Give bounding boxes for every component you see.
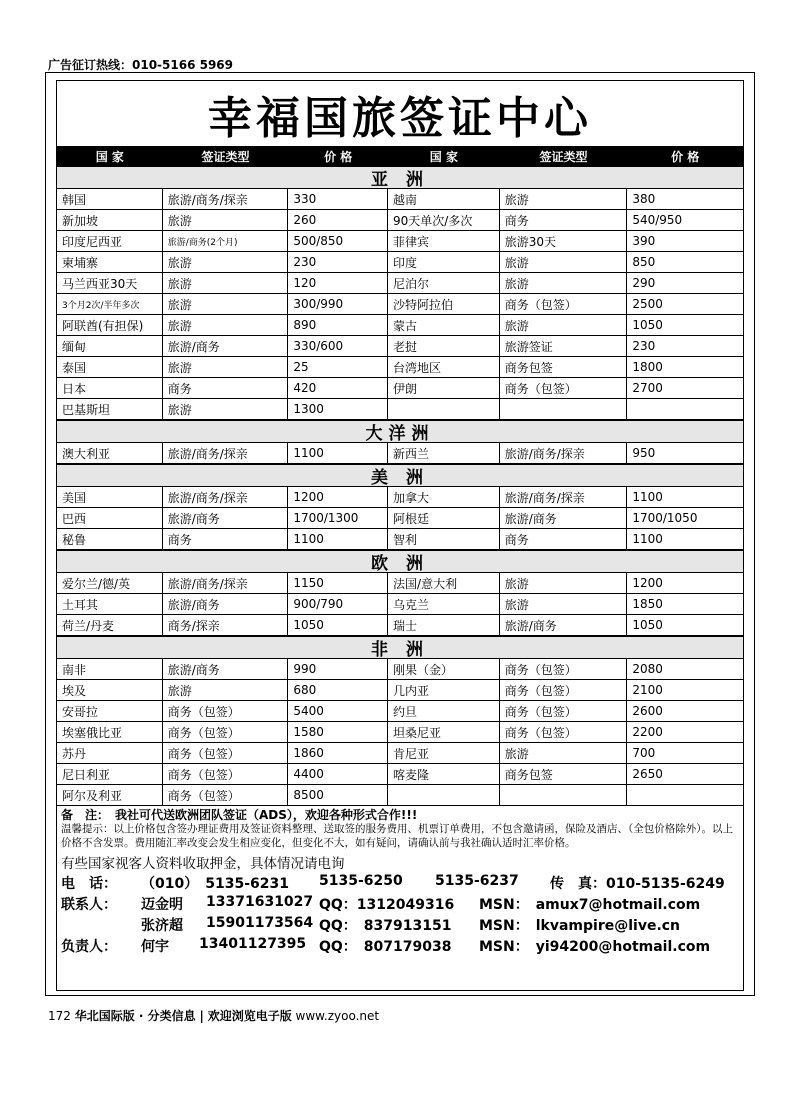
- table-cell: 旅游/商务/探亲: [500, 487, 628, 507]
- table-cell: 1580: [288, 722, 388, 742]
- table-cell: 290: [632, 276, 656, 290]
- page-number: 172: [48, 1009, 71, 1023]
- table-cell: 旅游/商务: [500, 615, 628, 635]
- table-cell: 2650: [632, 767, 663, 781]
- table-cell: 尼日利亚: [57, 764, 163, 784]
- table-cell: 旅游/商务/探亲: [163, 487, 289, 507]
- table-cell: 230: [288, 252, 388, 272]
- contact-tel: 13371631027: [206, 894, 314, 910]
- table-cell: 荷兰/丹麦: [57, 615, 163, 635]
- table-cell: 旅游/商务/探亲: [163, 573, 289, 593]
- table-cell: 旅游签证: [500, 336, 628, 356]
- table-header: [57, 146, 743, 166]
- footer-slogan: 欢迎浏览电子版: [207, 1009, 292, 1023]
- table-cell: 阿根廷: [388, 508, 500, 528]
- table-cell: 越南: [388, 189, 500, 209]
- table-cell: 日本: [57, 378, 163, 398]
- table-cell: [500, 399, 628, 419]
- visa-ad-inner: [56, 80, 744, 991]
- table-cell: 老挝: [388, 336, 500, 356]
- table-cell: 旅游: [163, 399, 289, 419]
- table-cell: 25: [288, 357, 388, 377]
- table-cell: 90天单次/多次: [388, 210, 500, 230]
- table-cell: 阿尔及利亚: [57, 785, 163, 805]
- region-header: 非 洲: [57, 636, 743, 659]
- tips-note: 温馨提示：以上价格包含签办理证费用及签证资料整理、送取签的服务费用、机票订单费用，不包含邀请函，保险及酒店、（全包价格除外）。以上价格不含发票。费用随汇率改变会发生相应变化，但变化不大，如有疑问，请确认前与我社确认适时汇率价格。: [61, 823, 733, 849]
- table-cell: 蒙古: [388, 315, 500, 335]
- table-cell: 390: [632, 234, 656, 248]
- table-cell: 巴基斯坦: [57, 399, 163, 419]
- table-cell: 120: [288, 273, 388, 293]
- contact-msn: MSN： amux7@hotmail.com: [479, 897, 701, 913]
- table-cell: 旅游: [500, 743, 628, 763]
- table-row: [57, 508, 743, 529]
- table-cell: 商务（包签）: [500, 378, 628, 398]
- contact-name: 张济超: [141, 918, 183, 934]
- table-cell: 旅游/商务: [163, 508, 289, 528]
- manager-name: 何宇: [141, 939, 169, 955]
- table-row: [57, 273, 743, 294]
- footer-section: 华北国际版 · 分类信息: [74, 1009, 196, 1023]
- table-cell: 马兰西亚30天: [57, 273, 163, 293]
- table-cell: 商务（包签）: [163, 743, 289, 763]
- table-cell: 旅游: [500, 273, 628, 293]
- contact-line-2: [61, 913, 739, 934]
- table-cell: 瑞士: [388, 615, 500, 635]
- table-cell: 尼泊尔: [388, 273, 500, 293]
- table-cell: 1100: [632, 532, 663, 546]
- table-cell: 旅游: [163, 210, 289, 230]
- table-cell: 商务（包签）: [163, 701, 289, 721]
- column-header: 价 格: [671, 149, 700, 164]
- table-cell: [500, 785, 628, 805]
- table-cell: 法国/意大利: [388, 573, 500, 593]
- table-row: [57, 487, 743, 508]
- table-cell: 2100: [632, 683, 663, 697]
- table-cell: 安哥拉: [57, 701, 163, 721]
- table-cell: 700: [632, 746, 656, 760]
- table-cell: 澳大利亚: [57, 443, 163, 463]
- table-cell: [388, 785, 500, 805]
- table-cell: 旅游: [163, 357, 289, 377]
- table-cell: [627, 785, 743, 805]
- visa-ad-frame: [45, 72, 755, 996]
- table-cell: 埃及: [57, 680, 163, 700]
- column-header: 价 格: [324, 149, 353, 164]
- table-cell: 旅游/商务/探亲: [163, 189, 289, 209]
- table-row: [57, 615, 743, 636]
- table-cell: 旅游: [163, 252, 289, 272]
- table-cell: 韩国: [57, 189, 163, 209]
- table-cell: 商务（包签）: [500, 722, 628, 742]
- table-cell: 1100: [632, 490, 663, 504]
- table-row: [57, 701, 743, 722]
- table-cell: 商务（包签）: [163, 722, 289, 742]
- table-cell: 1860: [288, 743, 388, 763]
- table-cell: 商务: [500, 210, 628, 230]
- table-cell: 菲律宾: [388, 231, 500, 251]
- column-header: 国 家: [95, 149, 124, 164]
- table-cell: 8500: [288, 785, 388, 805]
- table-cell: 3个月2次/半年多次: [57, 294, 163, 314]
- table-row: [57, 294, 743, 315]
- region-header: 美 洲: [57, 464, 743, 487]
- table-cell: 旅游: [500, 315, 628, 335]
- ad-title: 幸福国旅签证中心: [208, 92, 592, 144]
- table-cell: 4400: [288, 764, 388, 784]
- table-cell: 旅游: [163, 680, 289, 700]
- table-cell: 新西兰: [388, 443, 500, 463]
- deposit-note: 有些国家视客人资料收取押金，具体情况请电询: [61, 856, 345, 872]
- table-cell: 380: [632, 192, 656, 206]
- table-cell: 美国: [57, 487, 163, 507]
- table-cell: 阿联酋(有担保): [57, 315, 163, 335]
- table-cell: 300/990: [288, 294, 388, 314]
- table-cell: 肯尼亚: [388, 743, 500, 763]
- phone-3: 5135-6237: [435, 873, 519, 889]
- table-cell: 商务包签: [500, 764, 628, 784]
- table-cell: 缅甸: [57, 336, 163, 356]
- column-header: 签证类型: [539, 149, 588, 164]
- region-header: 欧 洲: [57, 550, 743, 573]
- table-cell: 旅游/商务/探亲: [163, 443, 289, 463]
- contact-qq: QQ：1312049316: [319, 897, 455, 913]
- table-cell: 2080: [632, 662, 663, 676]
- table-cell: 乌克兰: [388, 594, 500, 614]
- table-cell: 商务（包签）: [500, 294, 628, 314]
- manager-msn: MSN： yi94200@hotmail.com: [479, 939, 711, 955]
- table-cell: 商务（包签）: [500, 680, 628, 700]
- manager-qq: QQ： 807179038: [319, 939, 452, 955]
- table-row: [57, 680, 743, 701]
- table-cell: 印度: [388, 252, 500, 272]
- table-cell: 1850: [632, 597, 663, 611]
- table-cell: 加拿大: [388, 487, 500, 507]
- table-cell: 950: [632, 446, 656, 460]
- table-cell: 旅游: [500, 573, 628, 593]
- table-cell: 台湾地区: [388, 357, 500, 377]
- table-cell: [627, 399, 743, 419]
- table-cell: 680: [288, 680, 388, 700]
- contacts-label: 联系人：: [61, 897, 117, 913]
- table-cell: 旅游/商务: [163, 336, 289, 356]
- table-row: [57, 357, 743, 378]
- table-cell: 伊朗: [388, 378, 500, 398]
- manager-line: [61, 934, 739, 955]
- table-cell: 旅游: [500, 189, 628, 209]
- contact-line-1: [61, 892, 739, 913]
- column-header: 国 家: [429, 149, 458, 164]
- table-cell: 柬埔寨: [57, 252, 163, 272]
- table-cell: 几内亚: [388, 680, 500, 700]
- table-row: [57, 764, 743, 785]
- table-cell: 5400: [288, 701, 388, 721]
- table-cell: 坦桑尼亚: [388, 722, 500, 742]
- table-cell: 1200: [288, 487, 388, 507]
- contact-msn: MSN： lkvampire@live.cn: [479, 918, 681, 934]
- table-cell: 850: [632, 255, 656, 269]
- table-cell: 230: [632, 339, 656, 353]
- table-cell: 商务（包签）: [500, 659, 628, 679]
- table-cell: 旅游30天: [500, 231, 628, 251]
- ad-hotline: 广告征订热线：010-5166 5969: [48, 58, 234, 72]
- table-cell: 秘鲁: [57, 529, 163, 549]
- table-cell: 420: [288, 378, 388, 398]
- table-cell: 南非: [57, 659, 163, 679]
- table-cell: 商务: [500, 529, 628, 549]
- manager-label: 负责人：: [61, 939, 117, 955]
- table-cell: 商务包签: [500, 357, 628, 377]
- table-cell: 2600: [632, 704, 663, 718]
- table-cell: 新加坡: [57, 210, 163, 230]
- footer-url: www.zyoo.net: [295, 1009, 380, 1023]
- table-cell: 爱尔兰/德/英: [57, 573, 163, 593]
- table-row: [57, 743, 743, 764]
- phone-1: （010） 5135-6231: [141, 876, 289, 892]
- table-cell: 1150: [288, 573, 388, 593]
- table-cell: 商务（包签）: [163, 764, 289, 784]
- table-cell: 2200: [632, 725, 663, 739]
- phone-2: 5135-6250: [319, 873, 403, 889]
- table-cell: 2500: [632, 297, 663, 311]
- table-cell: 商务: [163, 529, 289, 549]
- region-header: 大洋洲: [57, 420, 743, 443]
- table-cell: 1700/1050: [632, 511, 698, 525]
- table-cell: 喀麦隆: [388, 764, 500, 784]
- fax: 传 真：010-5135-6249: [550, 876, 725, 892]
- table-row: [57, 252, 743, 273]
- contact-section: [57, 850, 743, 955]
- phone-label: 电 话：: [61, 876, 117, 892]
- column-header: 签证类型: [201, 149, 250, 164]
- table-cell: 1050: [288, 615, 388, 635]
- table-cell: 540/950: [632, 213, 683, 227]
- table-cell: 890: [288, 315, 388, 335]
- table-row: [57, 785, 743, 806]
- table-cell: 约旦: [388, 701, 500, 721]
- table-cell: 巴西: [57, 508, 163, 528]
- table-cell: 990: [288, 659, 388, 679]
- table-cell: 土耳其: [57, 594, 163, 614]
- table-cell: 商务（包签）: [500, 701, 628, 721]
- table-row: [57, 573, 743, 594]
- table-cell: 500/850: [288, 231, 388, 251]
- table-cell: 1800: [632, 360, 663, 374]
- table-cell: 旅游/商务/探亲: [500, 443, 628, 463]
- contact-tel: 15901173564: [206, 915, 314, 931]
- table-cell: 旅游/商务(2个月): [163, 231, 289, 251]
- table-cell: [388, 399, 500, 419]
- table-cell: 旅游/商务: [163, 659, 289, 679]
- table-cell: 智利: [388, 529, 500, 549]
- table-row: [57, 210, 743, 231]
- remark-note: 备 注： 我社可代送欧洲团队签证（ADS），欢迎各种形式合作!!!: [61, 808, 418, 822]
- table-cell: 旅游: [500, 594, 628, 614]
- table-cell: 埃塞俄比亚: [57, 722, 163, 742]
- table-row: [57, 231, 743, 252]
- table-cell: 商务/探亲: [163, 615, 289, 635]
- table-cell: 330: [288, 189, 388, 209]
- table-row: [57, 594, 743, 615]
- contact-name: 迈金明: [141, 897, 183, 913]
- table-row: [57, 722, 743, 743]
- table-cell: 印度尼西亚: [57, 231, 163, 251]
- table-row: [57, 399, 743, 420]
- table-cell: 1700/1300: [288, 508, 388, 528]
- table-cell: 260: [288, 210, 388, 230]
- table-cell: 330/600: [288, 336, 388, 356]
- table-cell: 旅游: [500, 252, 628, 272]
- table-cell: 旅游/商务: [500, 508, 628, 528]
- notes-section: [57, 806, 743, 850]
- table-row: [57, 336, 743, 357]
- table-cell: 泰国: [57, 357, 163, 377]
- visa-price-table: [57, 166, 743, 806]
- region-header: 亚 洲: [57, 166, 743, 189]
- table-cell: 1300: [288, 399, 388, 419]
- contact-qq: QQ： 837913151: [319, 918, 452, 934]
- table-cell: 旅游/商务: [163, 594, 289, 614]
- table-cell: 1100: [288, 443, 388, 463]
- table-cell: 商务（包签）: [163, 785, 289, 805]
- table-cell: 900/790: [288, 594, 388, 614]
- table-cell: 苏丹: [57, 743, 163, 763]
- table-cell: 沙特阿拉伯: [388, 294, 500, 314]
- page-footer: 172 华北国际版 · 分类信息 | 欢迎浏览电子版 www.zyoo.net: [48, 1009, 380, 1023]
- table-cell: 1100: [288, 529, 388, 549]
- table-cell: 旅游: [163, 273, 289, 293]
- table-cell: 1050: [632, 618, 663, 632]
- phone-line: [61, 871, 739, 892]
- table-row: [57, 315, 743, 336]
- table-row: [57, 378, 743, 399]
- table-row: [57, 443, 743, 464]
- table-cell: 商务: [163, 378, 289, 398]
- manager-tel: 13401127395: [199, 936, 307, 952]
- table-row: [57, 529, 743, 550]
- table-row: [57, 659, 743, 680]
- table-cell: 2700: [632, 381, 663, 395]
- table-cell: 1200: [632, 576, 663, 590]
- table-row: [57, 189, 743, 210]
- table-cell: 刚果（金）: [388, 659, 500, 679]
- table-cell: 旅游: [163, 294, 289, 314]
- table-cell: 旅游: [163, 315, 289, 335]
- table-cell: 1050: [632, 318, 663, 332]
